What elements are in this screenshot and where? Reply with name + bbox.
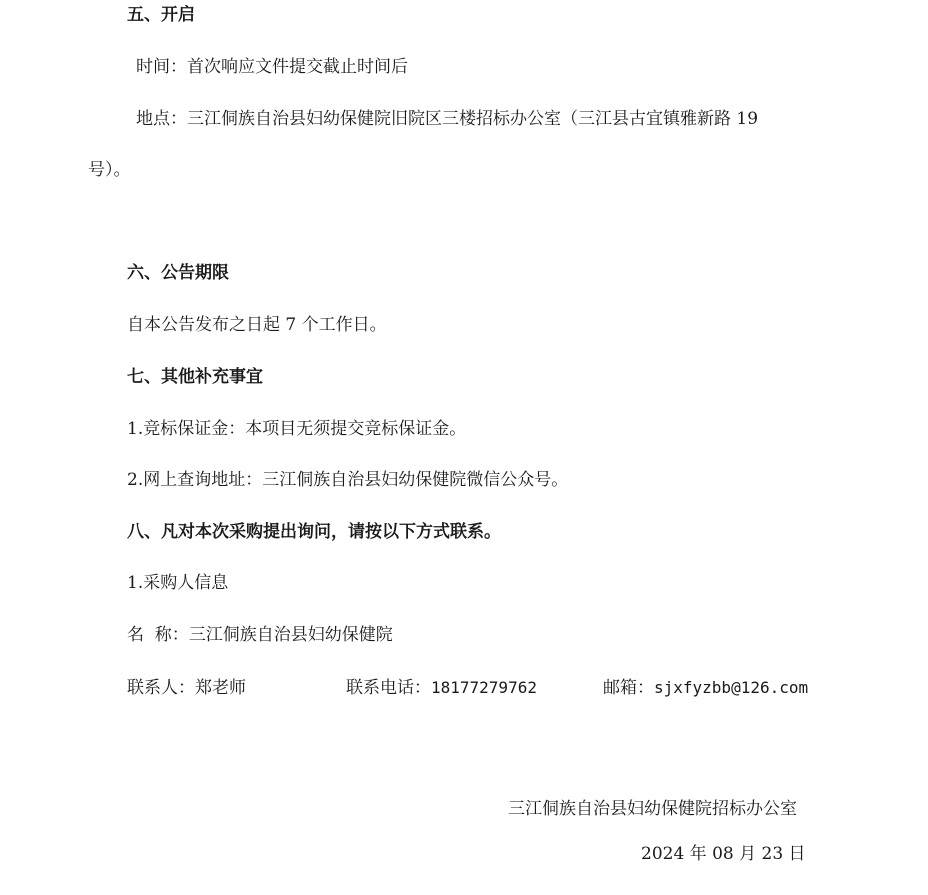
signature-org: 三江侗族自治县妇幼保健院招标办公室: [508, 799, 797, 819]
open-place-label: 地点：: [136, 109, 187, 129]
contact-email-row: [603, 676, 808, 700]
purchaser-name-row: [127, 623, 393, 647]
contact-email-value: sjxfyzbb@126.com: [654, 678, 809, 697]
purchaser-name-label: 名 称：: [127, 625, 189, 645]
section-6-heading: 六、公告期限: [127, 263, 229, 283]
open-time-label: 时间：: [136, 57, 187, 77]
signature-date: 2024 年 08 月 23 日: [641, 844, 806, 864]
open-time-row: [136, 55, 408, 79]
open-place-continuation: 号）。: [88, 160, 131, 180]
contact-person-value: 郑老师: [195, 678, 246, 698]
open-place-value: 三江侗族自治县妇幼保健院旧院区三楼招标办公室（三江县古宜镇雅新路 19: [187, 109, 759, 129]
query-address-item: 2.网上查询地址：三江侗族自治县妇幼保健院微信公众号。: [127, 470, 569, 490]
contact-person-row: [127, 676, 246, 700]
contact-phone-label: 联系电话：: [346, 678, 431, 698]
contact-email-label: 邮箱：: [603, 678, 654, 698]
section-5-heading: 五、开启: [127, 5, 195, 25]
open-place-row: [136, 107, 758, 131]
purchaser-name-value: 三江侗族自治县妇幼保健院: [188, 625, 393, 645]
notice-period-text: 自本公告发布之日起 7 个工作日。: [127, 315, 387, 335]
contact-phone-row: [346, 676, 537, 700]
purchaser-info-subheading: 1.采购人信息: [127, 573, 229, 593]
section-7-heading: 七、其他补充事宜: [127, 367, 263, 387]
open-time-value: 首次响应文件提交截止时间后: [187, 57, 408, 77]
contact-person-label: 联系人：: [127, 678, 195, 698]
contact-phone-value: 18177279762: [431, 678, 537, 697]
section-8-heading: 八、凡对本次采购提出询问，请按以下方式联系。: [127, 522, 501, 542]
deposit-item: 1.竞标保证金：本项目无须提交竞标保证金。: [127, 419, 467, 439]
